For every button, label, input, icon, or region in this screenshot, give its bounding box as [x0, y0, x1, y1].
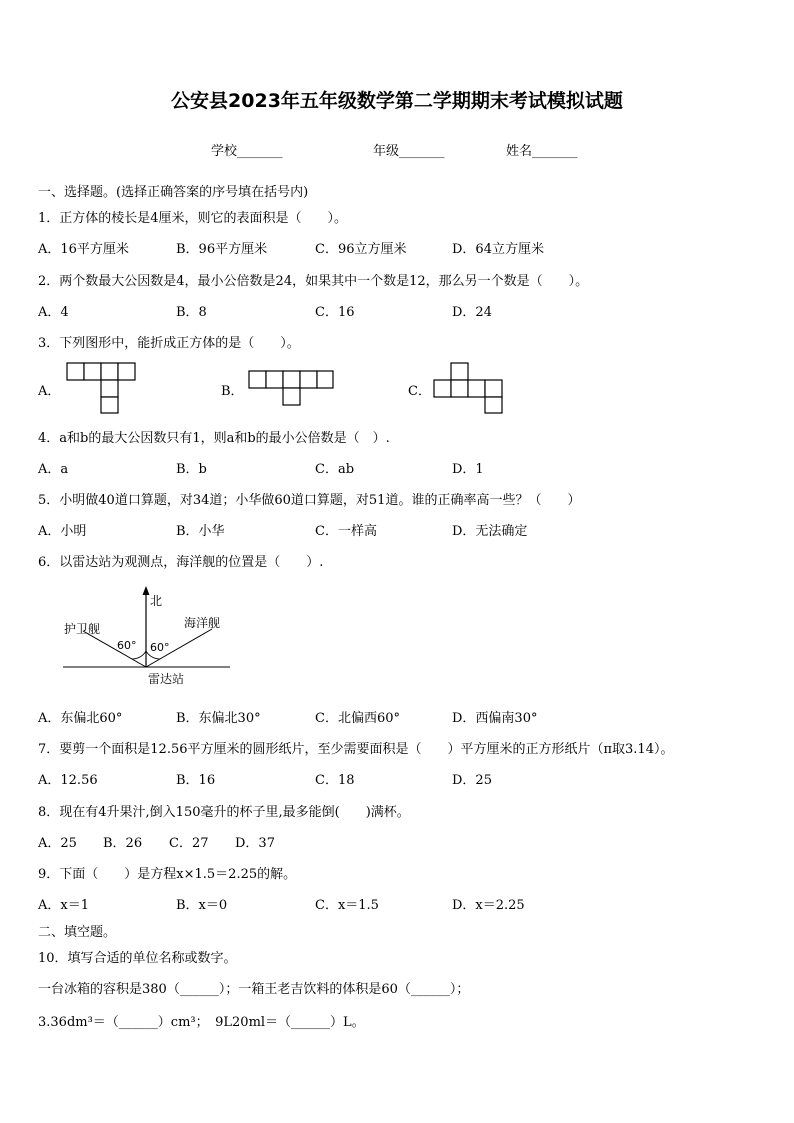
q10-line-1: 一台冰箱的容积是380（______）；一箱王老吉饮料的体积是60（______）； [38, 982, 470, 997]
q9-option-b: B．x＝0 [176, 898, 228, 913]
school-field: 学校_______ [211, 144, 283, 159]
q3-option-b: B． [221, 384, 244, 399]
q6-option-b: B．东偏北30° [176, 711, 261, 726]
north-label: 北 [150, 594, 163, 608]
q7-option-d: D．25 [452, 773, 492, 788]
q4-option-b: B．b [176, 462, 207, 477]
q2-option-b: B．8 [176, 305, 207, 320]
name-field: 姓名_______ [506, 144, 578, 159]
north-arrowhead [143, 586, 150, 595]
cube-net-b [248, 370, 334, 406]
page-title: 公安县2023年五年级数学第二学期期末考试模拟试题 [171, 90, 623, 112]
q4-option-c: C．ab [315, 462, 355, 477]
question-1: 1．正方体的棱长是4厘米，则它的表面积是（ ）。 [38, 211, 348, 226]
q1-option-b: B．96平方厘米 [176, 242, 268, 257]
ocean-ship-label: 海洋舰 [184, 616, 221, 630]
station-label: 雷达站 [148, 672, 185, 686]
question-10: 10．填写合适的单位名称或数字。 [38, 951, 237, 966]
q2-option-a: A．4 [38, 305, 69, 320]
q5-option-b: B．小华 [176, 524, 225, 539]
q9-option-c: C．x＝1.5 [315, 898, 379, 913]
question-8: 8．现在有4升果汁,倒入150毫升的杯子里,最多能倒( )满杯。 [38, 805, 410, 820]
question-9: 9．下面（ ）是方程x×1.5＝2.25的解。 [38, 867, 297, 882]
right-angle-label: 60° [150, 641, 170, 654]
q6-option-a: A．东偏北60° [38, 711, 123, 726]
escort-ship-label: 护卫舰 [64, 622, 101, 636]
q8-option-c: C．27 [169, 836, 209, 851]
q8-option-d: D．37 [235, 836, 275, 851]
q5-option-a: A．小明 [38, 524, 87, 539]
q3-option-a: A． [38, 384, 61, 399]
q4-option-a: A．a [38, 462, 69, 477]
section-heading-fill: 二、填空题。 [38, 925, 117, 940]
q5-option-d: D．无法确定 [452, 524, 528, 539]
cube-net-a [66, 362, 136, 414]
q2-option-d: D．24 [452, 305, 492, 320]
q4-option-d: D．1 [452, 462, 484, 477]
q1-option-d: D．64立方厘米 [452, 242, 544, 257]
q1-option-a: A．16平方厘米 [38, 242, 129, 257]
question-4: 4．a和b的最大公因数只有1，则a和b的最小公倍数是（ ）. [38, 431, 390, 446]
question-7: 7．要剪一个面积是12.56平方厘米的圆形纸片，至少需要面积是（ ）平方厘米的正方形纸片（π取3.14）。 [38, 742, 674, 757]
left-angle-label: 60° [117, 639, 137, 652]
question-2: 2．两个数最大公因数是4，最小公倍数是24，如果其中一个数是12，那么另一个数是（ ）。 [38, 274, 589, 289]
q7-option-c: C．18 [315, 773, 355, 788]
question-6: 6．以雷达站为观测点，海洋舰的位置是（ ）. [38, 555, 324, 570]
q8-option-b: B．26 [103, 836, 143, 851]
section-heading-choice: 一、选择题。(选择正确答案的序号填在括号内) [38, 185, 309, 200]
question-5: 5．小明做40道口算题，对34道；小华做60道口算题，对51道。谁的正确率高一些？（ ） [38, 493, 581, 508]
q9-option-d: D．x＝2.25 [452, 898, 525, 913]
q6-option-c: C．北偏西60° [315, 711, 400, 726]
q5-option-c: C．一样高 [315, 524, 377, 539]
q2-option-c: C．16 [315, 305, 355, 320]
q1-option-c: C．96立方厘米 [315, 242, 407, 257]
q9-option-a: A．x＝1 [38, 898, 89, 913]
q8-option-a: A．25 [38, 836, 77, 851]
q10-line-2: 3.36dm³＝（______）cm³； 9L20ml＝（______）L。 [38, 1015, 365, 1030]
q6-option-d: D．西偏南30° [452, 711, 538, 726]
cube-net-c [433, 362, 503, 414]
q3-option-c: C． [408, 384, 431, 399]
q7-option-b: B．16 [176, 773, 216, 788]
grade-field: 年级_______ [373, 144, 445, 159]
q7-option-a: A．12.56 [38, 773, 98, 788]
question-3: 3．下列图形中，能折成正方体的是（ ）。 [38, 336, 300, 351]
